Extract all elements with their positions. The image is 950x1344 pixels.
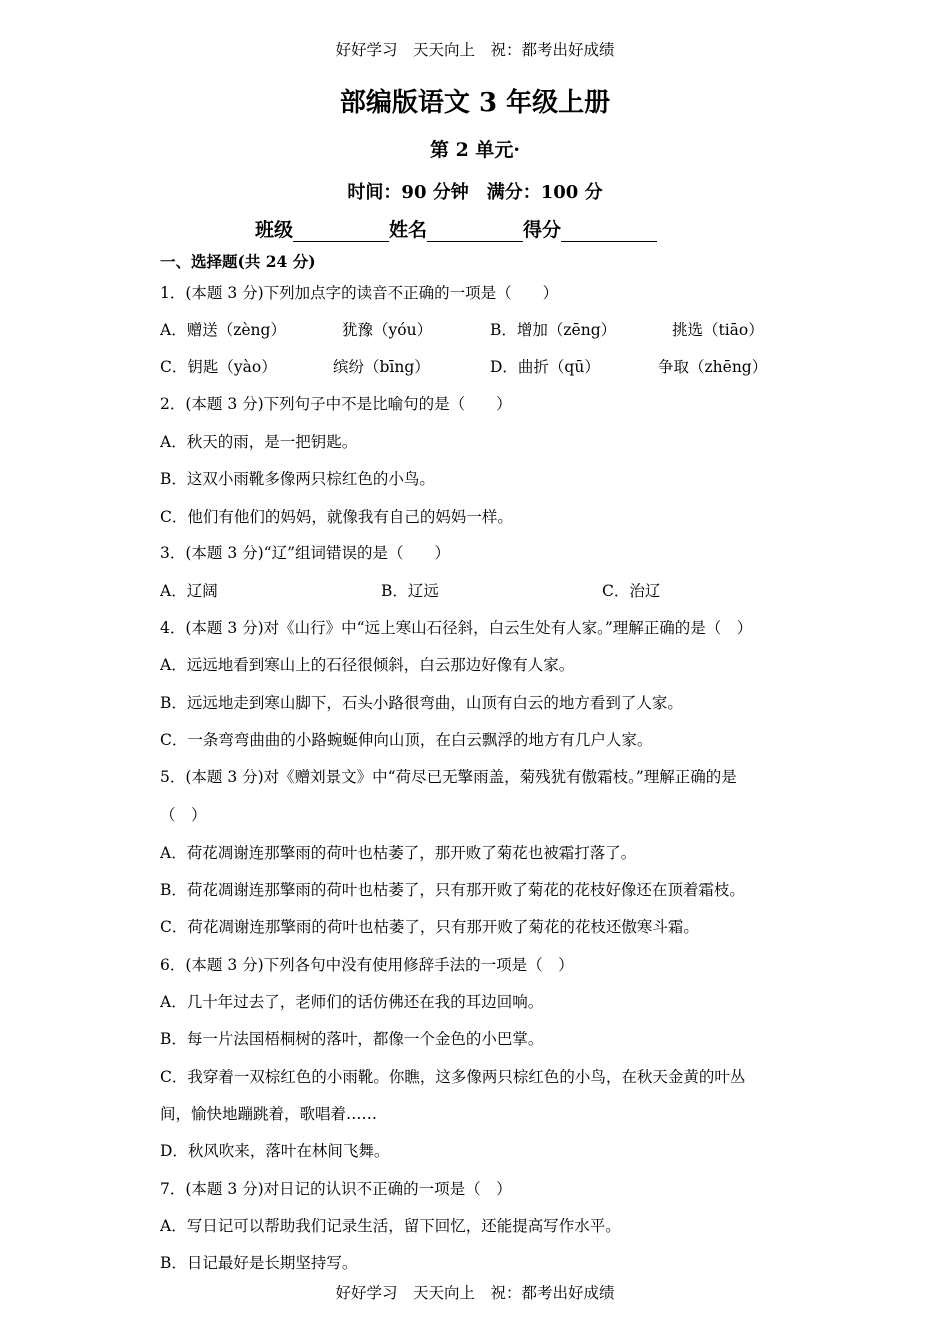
name-blank[interactable] xyxy=(427,221,523,242)
q3-option-a: A．辽阔 xyxy=(160,582,218,600)
q4-option-b: B．远远地走到寒山脚下，石头小路很弯曲，山顶有白云的地方看到了人家。 xyxy=(160,694,683,712)
question-2-stem: 2．(本题 3 分)下列句子中不是比喻句的是（ ） xyxy=(160,395,512,413)
document-title: 部编版语文 3 年级上册 xyxy=(339,88,611,118)
q2-option-b: B．这双小雨靴多像两只棕红色的小鸟。 xyxy=(160,470,435,488)
score-label: 得分 xyxy=(523,219,562,241)
q3-option-b: B．辽远 xyxy=(381,582,439,600)
question-5-stem-cont: （ ） xyxy=(160,806,207,824)
page-header: 好好学习 天天向上 祝：都考出好成绩 xyxy=(335,41,615,59)
q6-option-b: B．每一片法国梧桐树的落叶，都像一个金色的小巴掌。 xyxy=(160,1030,544,1048)
score-blank[interactable] xyxy=(561,221,657,242)
question-1-stem: 1．(本题 3 分)下列加点字的读音不正确的一项是（ ） xyxy=(160,284,559,302)
q1-option-b-word2: 挑选（tiāo） xyxy=(672,321,764,339)
q5-option-c: C．荷花凋谢连那擎雨的荷叶也枯萎了，只有那开败了菊花的花枝还傲寒斗霜。 xyxy=(160,918,699,936)
q1-option-d: D．曲折（qū） xyxy=(490,358,600,376)
student-info-row xyxy=(255,215,657,242)
question-5-stem: 5．(本题 3 分)对《赠刘景文》中“荷尽已无擎雨盖，菊残犹有傲霜枝。”理解正确的是 xyxy=(160,768,737,786)
q6-option-d: D．秋风吹来，落叶在林间飞舞。 xyxy=(160,1142,390,1160)
q1-option-b: B．增加（zēng） xyxy=(490,321,617,339)
question-3-stem: 3．(本题 3 分)“辽”组词错误的是（ ） xyxy=(160,544,451,562)
q1-option-c: C．钥匙（yào） xyxy=(160,358,277,376)
q6-option-a: A．几十年过去了，老师们的话仿佛还在我的耳边回响。 xyxy=(160,993,544,1011)
q4-option-a: A．远远地看到寒山上的石径很倾斜，白云那边好像有人家。 xyxy=(160,656,575,674)
class-blank[interactable] xyxy=(293,221,389,242)
page-footer: 好好学习 天天向上 祝：都考出好成绩 xyxy=(335,1284,615,1302)
q6-option-c-cont: 间，愉快地蹦跳着，歌唱着…… xyxy=(160,1105,378,1123)
q5-option-a: A．荷花凋谢连那擎雨的荷叶也枯萎了，那开败了菊花也被霜打落了。 xyxy=(160,844,637,862)
question-6-stem: 6．(本题 3 分)下列各句中没有使用修辞手法的一项是（ ） xyxy=(160,956,574,974)
time-score-line: 时间：90 分钟 满分：100 分 xyxy=(347,182,603,203)
q6-option-c: C．我穿着一双棕红色的小雨靴。你瞧，这多像两只棕红色的小鸟，在秋天金黄的叶丛 xyxy=(160,1068,746,1086)
q3-option-c: C．治辽 xyxy=(602,582,661,600)
q1-option-a-word2: 犹豫（yóu） xyxy=(342,321,433,339)
q1-option-d-word2: 争取（zhēng） xyxy=(658,358,768,376)
q7-option-a: A．写日记可以帮助我们记录生活，留下回忆，还能提高写作水平。 xyxy=(160,1217,621,1235)
q2-option-a: A．秋天的雨，是一把钥匙。 xyxy=(160,433,358,451)
unit-title: 第 2 单元· xyxy=(429,139,521,161)
q1-option-c-word2: 缤纷（bīng） xyxy=(333,358,430,376)
name-label: 姓名 xyxy=(389,219,428,241)
section-heading: 一、选择题(共 24 分) xyxy=(160,252,316,271)
q2-option-c: C．他们有他们的妈妈，就像我有自己的妈妈一样。 xyxy=(160,508,513,526)
q4-option-c: C．一条弯弯曲曲的小路蜿蜒伸向山顶，在白云飘浮的地方有几户人家。 xyxy=(160,731,653,749)
question-7-stem: 7．(本题 3 分)对日记的认识不正确的一项是（ ） xyxy=(160,1180,512,1198)
class-label: 班级 xyxy=(255,219,294,241)
q7-option-b: B．日记最好是长期坚持写。 xyxy=(160,1254,358,1272)
q1-option-a: A．赠送（zèng） xyxy=(160,321,286,339)
question-4-stem: 4．(本题 3 分)对《山行》中“远上寒山石径斜，白云生处有人家。”理解正确的是（ ） xyxy=(160,619,753,637)
q5-option-b: B．荷花凋谢连那擎雨的荷叶也枯萎了，只有那开败了菊花的花枝好像还在顶着霜枝。 xyxy=(160,881,745,899)
